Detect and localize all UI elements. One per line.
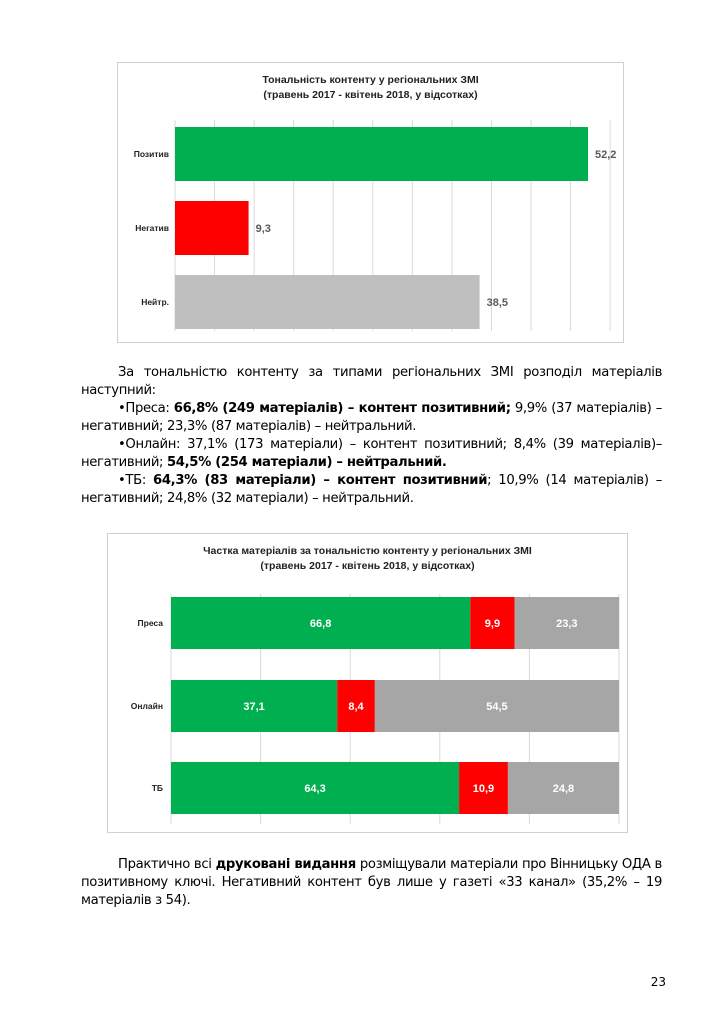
bullet-press-bold: 66,8% (249 матеріалів) – контент позитивний; <box>173 401 511 416</box>
p2-b: розміщували матеріали про Вінницьку ОДА в позитивному ключі. Негативний контент був лише у газеті «33 канал» (35,2% – 19 матеріалів з 54). <box>81 857 662 908</box>
page-number: 23 <box>650 975 666 989</box>
chart2-data-label: 66,8 <box>309 618 332 630</box>
chart2-data-label: 10,9 <box>472 783 495 795</box>
chart2-data-label: 8,4 <box>348 701 364 713</box>
bullet-online <box>81 436 662 472</box>
bullet-tv <box>81 472 662 508</box>
bullet-tv-lead: •ТБ: <box>118 473 154 488</box>
chart1-data-label: 38,5 <box>486 297 509 309</box>
chart1-bar <box>175 127 588 181</box>
chart1-data-label: 9,3 <box>255 223 271 235</box>
chart2-data-label: 37,1 <box>243 701 265 713</box>
chart1-data-label: 52,2 <box>595 149 617 161</box>
chart2-category-label: Онлайн <box>130 701 163 711</box>
bullet-press-rest: 9,9% (37 матеріалів) – негативний; 23,3% (87 матеріалів) – нейтральний. <box>81 401 662 434</box>
bullet-online-bold: 54,5% (254 матеріали) – нейтральний. <box>166 455 447 470</box>
bullet-tv-rest: ; 10,9% (14 матеріалів) – негативний; 24,8% (32 матеріали) – нейтральний. <box>81 473 662 506</box>
text-block-2 <box>81 856 662 910</box>
chart2-plot <box>108 534 629 834</box>
chart2-data-label: 54,5 <box>486 701 508 713</box>
chart1-bar <box>175 275 480 329</box>
p2-a: Практично всі <box>118 857 216 872</box>
bullet-press <box>81 400 662 436</box>
intro-paragraph: За тональністю контенту за типами регіональних ЗМІ розподіл матеріалів наступний: <box>81 365 662 398</box>
chart2-data-label: 24,8 <box>552 783 575 795</box>
text-block-1 <box>81 364 662 508</box>
chart-tonality <box>117 62 624 343</box>
chart2-data-label: 23,3 <box>556 618 578 630</box>
chart1-title-line1: Тональність контенту у регіональних ЗМІ <box>262 74 479 86</box>
chart1-title-line2: (травень 2017 - квітень 2018, у відсотках) <box>263 89 478 101</box>
chart2-category-label: Преса <box>137 618 163 628</box>
print-media-paragraph <box>81 856 662 910</box>
chart1-category-label: Позитив <box>133 149 169 159</box>
bullet-tv-bold: 64,3% (83 матеріали) – контент позитивний <box>153 473 488 488</box>
p2-bold: друковані видання <box>215 857 356 872</box>
chart1-plot <box>118 63 625 344</box>
chart1-bar <box>175 201 249 255</box>
chart2-category-label: ТБ <box>151 783 163 793</box>
bullet-online-lead: •Онлайн: 37,1% (173 матеріали) – контент позитивний; 8,4% (39 матеріалів)– негативний; <box>81 437 662 470</box>
chart2-title-line1: Частка матеріалів за тональністю контенту у регіональних ЗМІ <box>203 545 532 557</box>
chart2-data-label: 9,9 <box>484 618 501 630</box>
chart1-category-label: Негатив <box>135 223 169 233</box>
chart2-data-label: 64,3 <box>304 783 326 795</box>
chart1-category-label: Нейтр. <box>141 297 169 307</box>
bullet-press-lead: •Преса: <box>118 401 174 416</box>
chart2-title-line2: (травень 2017 - квітень 2018, у відсотках) <box>260 560 475 572</box>
chart-share-by-media <box>107 533 628 833</box>
